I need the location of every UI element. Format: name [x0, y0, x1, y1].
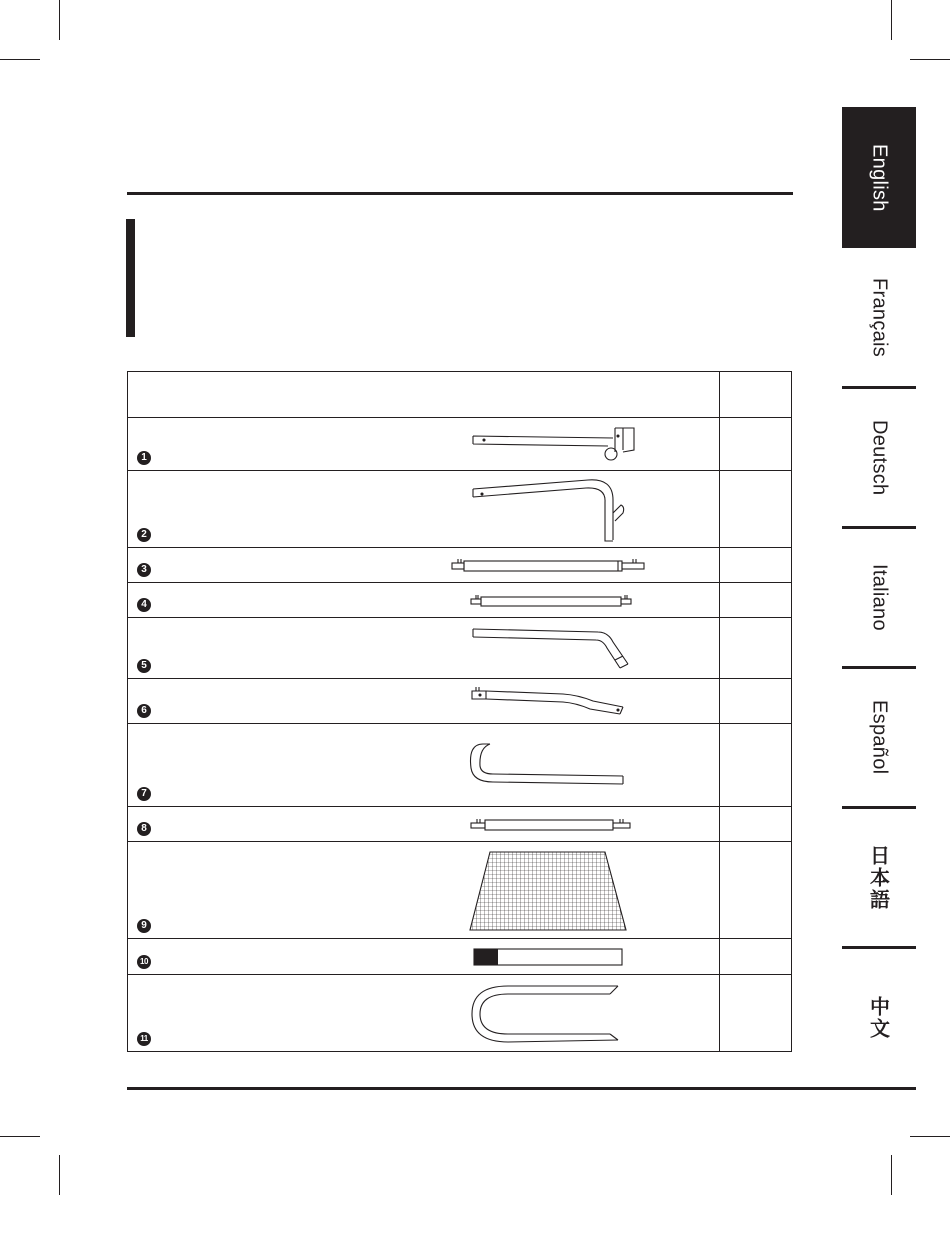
lang-tab-label: English	[868, 143, 891, 212]
lang-tab-label: Français	[868, 278, 891, 358]
table-row	[128, 583, 792, 618]
table-row	[128, 679, 792, 724]
part-number-badge: 6	[137, 704, 151, 718]
qty-cell	[720, 583, 792, 618]
crop-mark	[910, 1136, 950, 1137]
crop-mark	[59, 1155, 60, 1195]
lang-tab-italiano[interactable]	[842, 529, 916, 666]
lang-tab-deutsch[interactable]	[842, 389, 916, 526]
part-number-badge: 10	[137, 955, 151, 969]
mesh-net-icon	[468, 850, 633, 932]
lang-tab-francais[interactable]	[842, 250, 916, 386]
curved-tube-icon	[468, 685, 638, 719]
parts-table	[127, 371, 792, 1052]
table-row	[128, 724, 792, 807]
footer-rule	[127, 1087, 916, 1090]
qty-cell	[720, 679, 792, 724]
header-rule	[127, 192, 793, 195]
lang-tab-label: 中文	[866, 995, 891, 1040]
part-number-badge: 7	[137, 787, 151, 801]
long-connector-tube-icon	[448, 556, 653, 576]
lang-tab-english[interactable]	[842, 107, 916, 248]
short-connector-tube-icon	[468, 591, 638, 611]
part-number-badge: 1	[137, 451, 151, 465]
part-number-badge: 5	[137, 659, 151, 673]
table-row	[128, 418, 792, 471]
lang-tab-espanol[interactable]	[842, 669, 916, 806]
table-row	[128, 471, 792, 548]
crop-mark	[0, 1136, 40, 1137]
qty-cell	[720, 418, 792, 471]
part-number-badge: 3	[137, 563, 151, 577]
bent-upper-tube-icon	[468, 475, 643, 545]
crop-mark	[891, 0, 892, 40]
lang-tab-label: Italiano	[868, 564, 891, 631]
lang-tab-label: Español	[868, 700, 891, 775]
lang-tab-japanese[interactable]	[842, 809, 916, 946]
qty-cell	[720, 618, 792, 679]
crop-mark	[0, 59, 40, 60]
table-row	[128, 842, 792, 939]
angled-tube-icon	[468, 624, 638, 674]
qty-cell	[720, 975, 792, 1052]
strap-icon	[473, 947, 625, 967]
qty-cell	[720, 471, 792, 548]
table-row	[128, 807, 792, 842]
part-number-badge: 2	[137, 528, 151, 542]
table-header-row	[128, 372, 792, 418]
part-number-badge: 11	[137, 1032, 151, 1046]
qty-cell	[720, 807, 792, 842]
qty-cell	[720, 939, 792, 975]
table-header-part	[128, 372, 720, 418]
hook-tube-icon	[463, 736, 633, 796]
qty-cell	[720, 724, 792, 807]
qty-cell	[720, 842, 792, 939]
table-row	[128, 939, 792, 975]
table-row	[128, 975, 792, 1052]
crop-mark	[910, 59, 950, 60]
connector-tube-icon	[468, 815, 638, 835]
lang-tab-label: 日本語	[866, 844, 891, 911]
part-number-badge: 9	[137, 919, 151, 933]
qty-cell	[720, 548, 792, 583]
crop-mark	[59, 0, 60, 40]
crop-mark	[891, 1155, 892, 1195]
lang-tab-label: Deutsch	[868, 419, 891, 496]
section-marker-bar	[126, 219, 135, 337]
part-number-badge: 8	[137, 822, 151, 836]
table-row	[128, 618, 792, 679]
u-shaped-stake-icon	[468, 981, 633, 1047]
tube-with-vertical-socket-icon	[468, 424, 638, 466]
table-row	[128, 548, 792, 583]
lang-tab-chinese[interactable]	[842, 949, 916, 1086]
part-number-badge: 4	[137, 598, 151, 612]
table-header-qty	[720, 372, 792, 418]
